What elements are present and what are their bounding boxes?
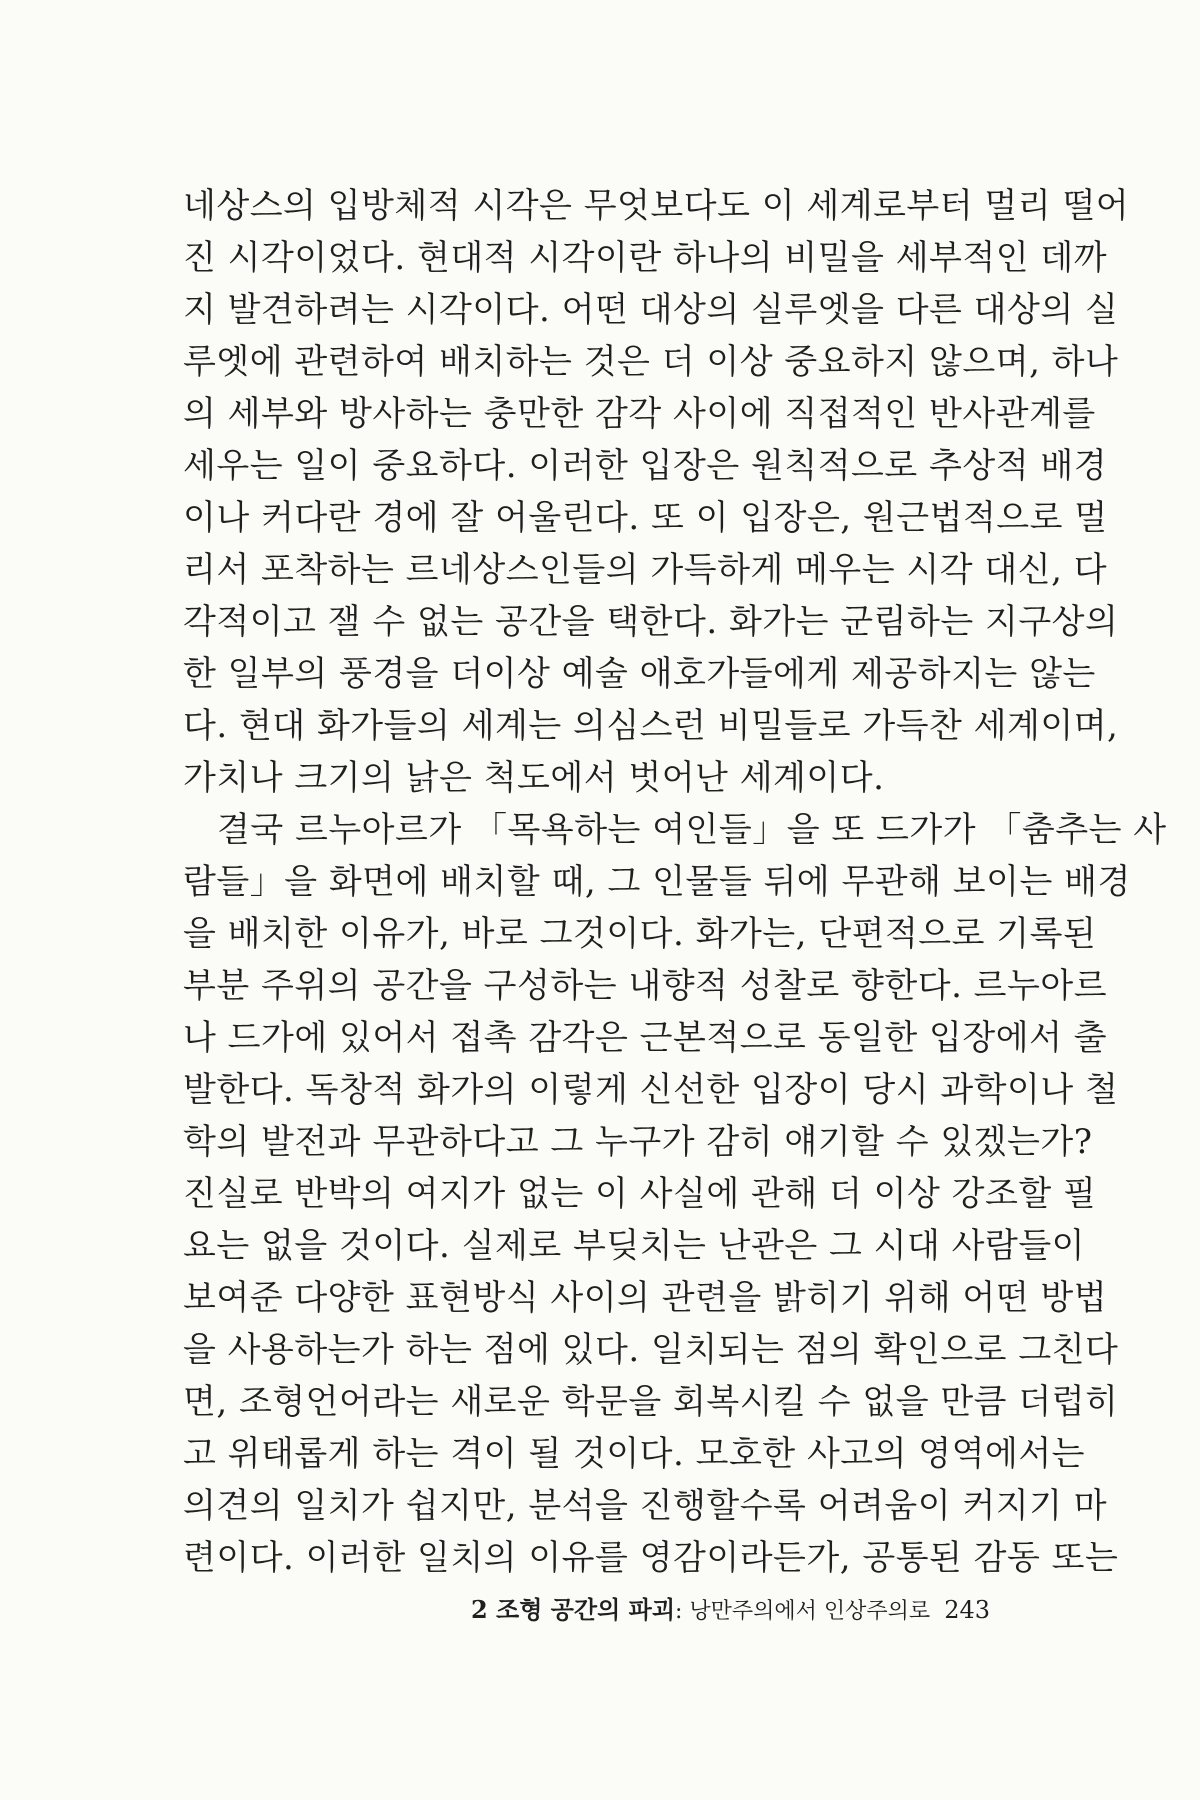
text-line: 부분 주위의 공간을 구성하는 내향적 성찰로 향한다. 르누아르 xyxy=(183,966,1108,1006)
text-line: 람들」을 화면에 배치할 때, 그 인물들 뒤에 무관해 보이는 배경 xyxy=(183,862,1131,902)
text-line: 진실로 반박의 여지가 없는 이 사실에 관해 더 이상 강조할 필 xyxy=(183,1174,1097,1214)
chapter-title: 2 조형 공간의 파괴 xyxy=(470,1595,676,1624)
body-text xyxy=(183,180,1167,1584)
text-line: 루엣에 관련하여 배치하는 것은 더 이상 중요하지 않으며, 하나 xyxy=(183,342,1119,382)
paragraph-1 xyxy=(183,180,1130,804)
text-line: 발한다. 독창적 화가의 이렇게 신선한 입장이 당시 과학이나 철 xyxy=(183,1070,1119,1110)
text-line: 한 일부의 풍경을 더이상 예술 애호가들에게 제공하지는 않는 xyxy=(183,654,1096,694)
text-line: 을 배치한 이유가, 바로 그것이다. 화가는, 단편적으로 기록된 xyxy=(183,914,1097,954)
text-line: 세우는 일이 중요하다. 이러한 입장은 원칙적으로 추상적 배경 xyxy=(183,446,1108,486)
text-line: 의 세부와 방사하는 충만한 감각 사이에 직접적인 반사관계를 xyxy=(183,394,1096,434)
text-line: 다. 현대 화가들의 세계는 의심스런 비밀들로 가득찬 세계이며, xyxy=(183,706,1119,746)
text-line: 보여준 다양한 표현방식 사이의 관련을 밝히기 위해 어떤 방법 xyxy=(183,1278,1108,1318)
page-number: 243 xyxy=(944,1596,990,1624)
text-line: 고 위태롭게 하는 격이 될 것이다. 모호한 사고의 영역에서는 xyxy=(183,1434,1086,1474)
text-line: 을 사용하는가 하는 점에 있다. 일치되는 점의 확인으로 그친다 xyxy=(183,1330,1119,1370)
text-line: 학의 발전과 무관하다고 그 누구가 감히 얘기할 수 있겠는가? xyxy=(183,1122,1093,1162)
text-line: 진 시각이었다. 현대적 시각이란 하나의 비밀을 세부적인 데까 xyxy=(183,238,1108,278)
paragraph-2 xyxy=(183,804,1167,1584)
text-line: 면, 조형언어라는 새로운 학문을 회복시킬 수 없을 만큼 더럽히 xyxy=(183,1382,1119,1422)
chapter-subtitle: : 낭만주의에서 인상주의로 xyxy=(675,1599,931,1624)
text-line: 련이다. 이러한 일치의 이유를 영감이라든가, 공통된 감동 또는 xyxy=(183,1538,1119,1578)
text-line: 리서 포착하는 르네상스인들의 가득하게 메우는 시각 대신, 다 xyxy=(183,550,1108,590)
text-line: 가치나 크기의 낡은 척도에서 벗어난 세계이다. xyxy=(183,758,885,798)
text-line: 결국 르누아르가 「목욕하는 여인들」을 또 드가가 「춤추는 사 xyxy=(217,810,1167,850)
text-line: 지 발견하려는 시각이다. 어떤 대상의 실루엣을 다른 대상의 실 xyxy=(183,290,1119,330)
text-line: 의견의 일치가 쉽지만, 분석을 진행할수록 어려움이 커지기 마 xyxy=(183,1486,1108,1526)
text-line: 네상스의 입방체적 시각은 무엇보다도 이 세계로부터 멀리 떨어 xyxy=(183,186,1130,226)
running-footer xyxy=(471,1590,990,1625)
text-line: 나 드가에 있어서 접촉 감각은 근본적으로 동일한 입장에서 출 xyxy=(183,1018,1108,1058)
text-line: 이나 커다란 경에 잘 어울린다. 또 이 입장은, 원근법적으로 멀 xyxy=(183,498,1108,538)
text-line: 각적이고 잴 수 없는 공간을 택한다. 화가는 군림하는 지구상의 xyxy=(183,602,1119,642)
text-line: 요는 없을 것이다. 실제로 부딪치는 난관은 그 시대 사람들이 xyxy=(183,1226,1086,1266)
